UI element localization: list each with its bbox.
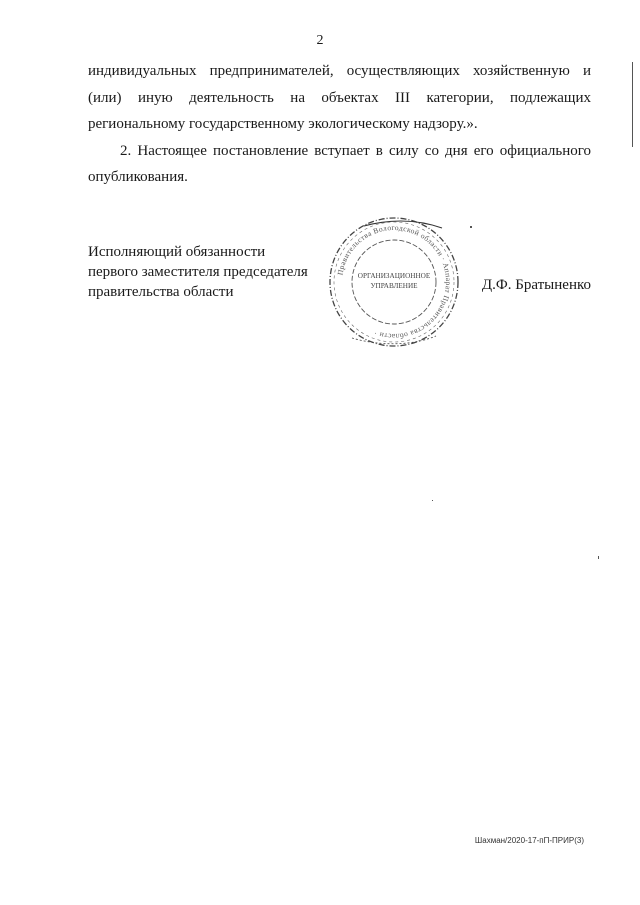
page-number: 2 — [316, 33, 324, 48]
stamp-inner-text: ОРГАНИЗАЦИОННОЕ — [357, 272, 431, 280]
position-line: правительства области — [88, 284, 234, 300]
official-stamp — [324, 212, 464, 352]
paragraph-2 — [88, 138, 591, 191]
scan-artifact — [632, 62, 633, 147]
position-line: первого заместителя председателя — [88, 264, 308, 280]
paragraph-1 — [88, 58, 591, 138]
text-line: индивидуальных предпринимателей, осуществляющих хозяйственную и — [88, 63, 591, 79]
text-line: региональному государственному экологическому надзору.». — [88, 116, 478, 132]
text-line: (или) иную деятельность на объектах III категории, подлежащих — [88, 89, 591, 106]
stamp-inner-text: УПРАВЛЕНИЕ — [370, 282, 418, 290]
signatory-name: Д.Ф. Братыненко — [481, 277, 591, 293]
position-line: Исполняющий обязанности — [88, 244, 266, 260]
text-line: опубликования. — [88, 169, 188, 185]
scan-artifact — [470, 226, 472, 228]
scan-artifact — [432, 500, 433, 501]
document-body — [88, 58, 591, 191]
text-line: 2. Настоящее постановление вступает в силу со дня его официального — [120, 142, 591, 159]
stamp-ring-text: Правительства Вологодской области · Аппарат Правительства области · — [335, 222, 454, 342]
signatory-position — [88, 242, 308, 302]
document-code: Шахман/2020-17-пП-ПРИР(3) — [474, 836, 584, 845]
scan-artifact — [598, 556, 599, 559]
